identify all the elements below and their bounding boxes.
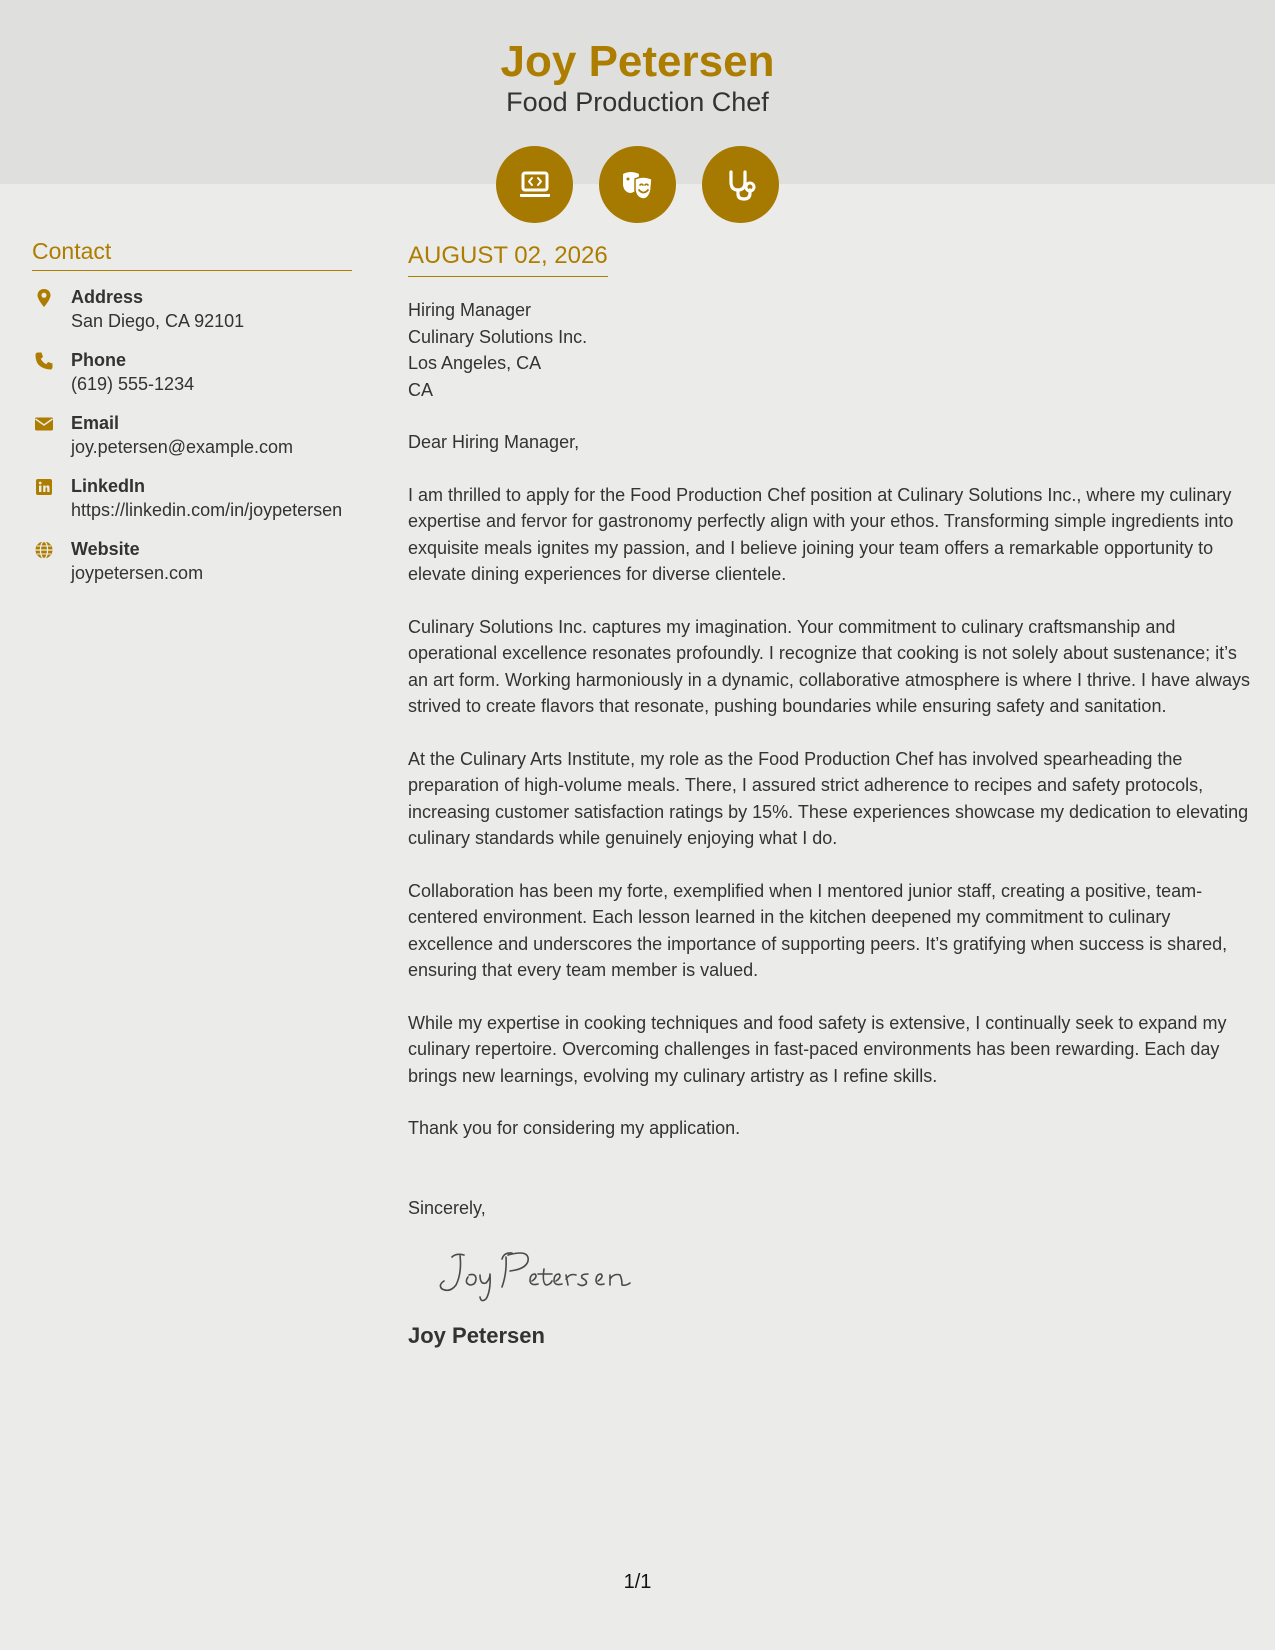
address-value: San Diego, CA 92101 bbox=[71, 311, 245, 331]
contact-heading: Contact bbox=[32, 238, 352, 271]
body-paragraph: While my expertise in cooking techniques and food safety is extensive, I continually seek to expand my culinary repertoire. Overcoming challenges in fast-paced environments has been rewarding. Each day brings new learnings, evolving my culinary artistry as I refine skills. bbox=[408, 1012, 1227, 1086]
contact-label: Address bbox=[71, 287, 144, 307]
handwritten-signature bbox=[434, 1243, 1254, 1305]
body-paragraph: At the Culinary Arts Institute, my role as the Food Production Chef has involved spearheading the preparation of high-volume meals. There, I assured strict adherence to recipes and safety protocols, increasing customer satisfaction ratings by 15%. These experiences showcase my dedication to elevating culinary standards while genuinely enjoying what I do. bbox=[408, 748, 1249, 848]
recipient-line: CA bbox=[408, 379, 434, 400]
body-paragraph: Thank you for considering my application. bbox=[408, 1118, 741, 1138]
signer-name: Joy Petersen bbox=[408, 1323, 545, 1348]
contact-label: Website bbox=[71, 539, 140, 559]
contact-label: Email bbox=[71, 413, 120, 433]
map-pin-icon bbox=[34, 288, 54, 308]
linkedin-value[interactable]: https://linkedin.com/in/joypetersen bbox=[71, 500, 343, 520]
recipient-line: Hiring Manager bbox=[408, 300, 532, 320]
recipient-line: Los Angeles, CA bbox=[408, 353, 542, 373]
stethoscope-icon bbox=[702, 146, 779, 223]
contact-linkedin bbox=[32, 474, 352, 523]
body-paragraph: Culinary Solutions Inc. captures my imagination. Your commitment to culinary craftsmanship and operational excellence resonates profoundly. I recognize that cooking is not solely about sustenance; it’s an art form. Working harmoniously in a dynamic, collaborative atmosphere is where I thrive. I have always strived to create flavors that resonate, pushing boundaries while ensuring safety and sanitation. bbox=[408, 616, 1251, 716]
applicant-name: Joy Petersen bbox=[500, 37, 775, 86]
laptop-code-icon bbox=[496, 146, 573, 223]
recipient-block bbox=[408, 297, 1254, 403]
job-title: Food Production Chef bbox=[506, 87, 769, 117]
body-paragraph: I am thrilled to apply for the Food Production Chef position at Culinary Solutions Inc., where my culinary expertise and fervor for gastronomy perfectly align with your ethos. Transforming simple ingredients into exquisite meals ignites my passion, and I believe joining your team offers a remarkable opportunity to elevate dining experiences for diverse clientele. bbox=[408, 484, 1234, 584]
website-value[interactable]: joypetersen.com bbox=[71, 563, 204, 583]
contact-website bbox=[32, 537, 352, 586]
contact-label: LinkedIn bbox=[71, 476, 146, 496]
phone-value: (619) 555-1234 bbox=[71, 374, 195, 394]
letter-body bbox=[408, 242, 1254, 1349]
globe-icon bbox=[34, 540, 54, 560]
contact-phone bbox=[32, 348, 352, 397]
email-value[interactable]: joy.petersen@example.com bbox=[71, 437, 294, 457]
interest-icons bbox=[496, 146, 779, 223]
theater-masks-icon bbox=[599, 146, 676, 223]
recipient-line: Culinary Solutions Inc. bbox=[408, 326, 588, 347]
closing: Sincerely, bbox=[408, 1197, 486, 1218]
contact-email bbox=[32, 411, 352, 460]
contact-address bbox=[32, 285, 352, 334]
page-number: 1/1 bbox=[623, 1571, 652, 1593]
linkedin-icon bbox=[34, 477, 54, 497]
contact-section bbox=[32, 238, 352, 586]
contact-label: Phone bbox=[71, 350, 127, 370]
envelope-icon bbox=[34, 414, 54, 434]
phone-icon bbox=[34, 351, 54, 371]
letter-date: AUGUST 02, 2026 bbox=[408, 242, 608, 277]
body-paragraph: Collaboration has been my forte, exemplified when I mentored junior staff, creating a positive, team-centered environment. Each lesson learned in the kitchen deepened my commitment to culinary excellence and underscores the importance of supporting peers. It’s gratifying when success is shared, ensuring that every team member is valued. bbox=[408, 880, 1228, 980]
salutation: Dear Hiring Manager, bbox=[408, 432, 580, 452]
